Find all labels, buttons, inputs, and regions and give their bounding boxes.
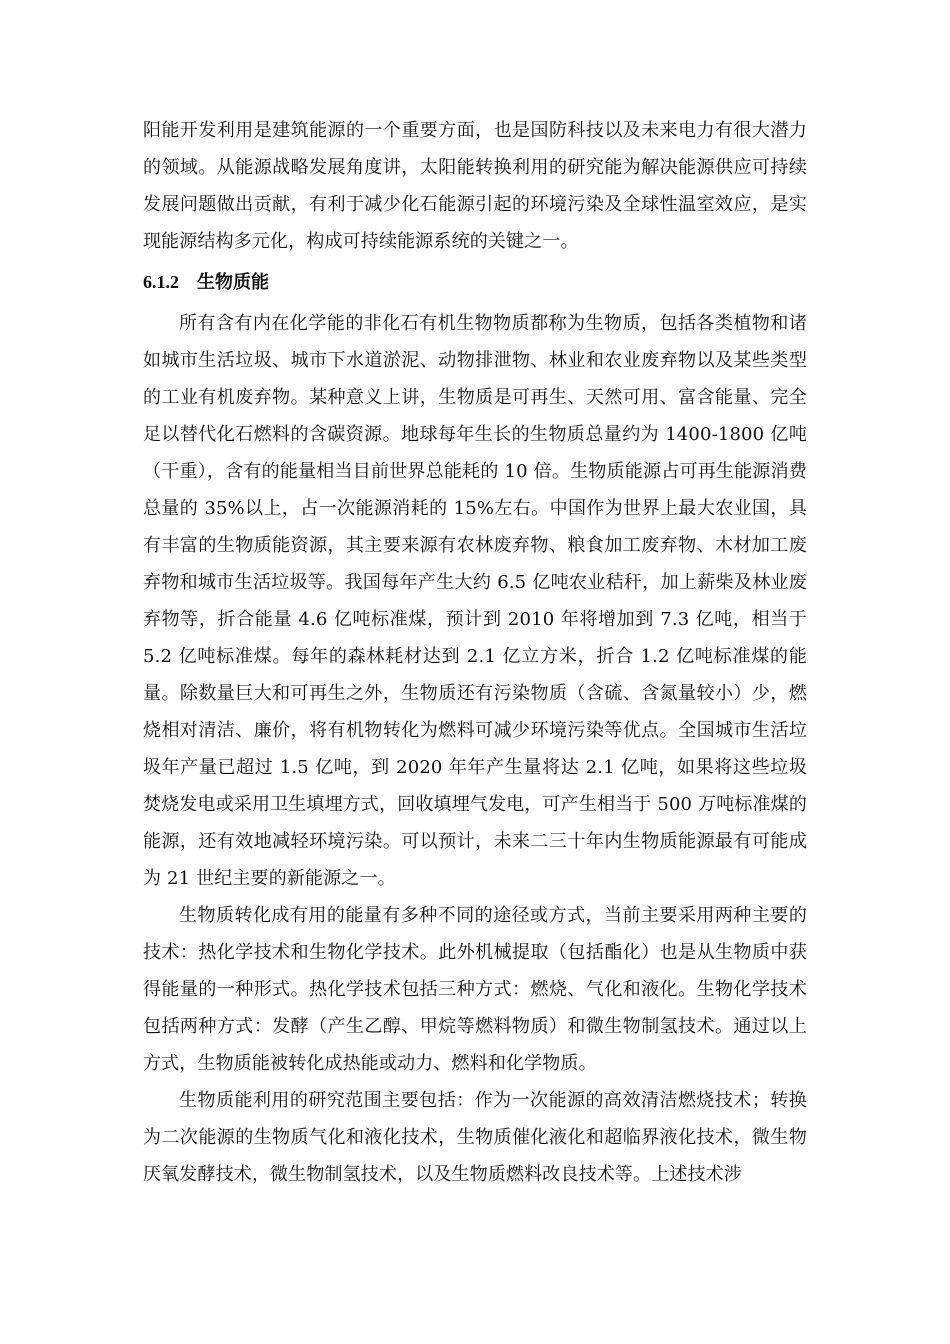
body-paragraph-1: 所有含有内在化学能的非化石有机生物物质都称为生物质，包括各类植物和诸如城市生活垃圾、城市下水道淤泥、动物排泄物、林业和农业废弃物以及某些类型的工业有机废弃物。某种意义上讲，生物质是可再生、天然可用、富含能量、完全足以替代化石燃料的含碳资源。地球每年生长的生物质总量约为 1400-1800 亿吨（干重），含有的能量相当目前世界总能耗的 10 倍。生物质能源占可再生能源消费总量的 35%以上，占一次能源消耗的 15%左右。中国作为世界上最大农业国，具有丰富的生物质能资源，其主要来源有农林废弃物、粮食加工废弃物、木材加工废弃物和城市生活垃圾等。我国每年产生大约 6.5 亿吨农业秸秆，加上薪柴及林业废弃物等，折合能量 4.6 亿吨标准煤，预计到 2010 年将增加到 7.3 亿吨，相当于 5.2 亿吨标准煤。每年的森林耗材达到 2.1 亿立方米，折合 1.2 亿吨标准煤的能量。除数量巨大和可再生之外，生物质还有污染物质（含硫、含氮量较小）少，燃烧相对清洁、廉价，将有机物转化为燃料可减少环境污染等优点。全国城市生活垃圾年产量已超过 1.5 亿吨，到 2020 年年产生量将达 2.1 亿吨，如果将这些垃圾焚烧发电或采用卫生填埋方式，回收填埋气发电，可产生相当于 500 万吨标准煤的能源，还有效地减轻环境污染。可以预计，未来二三十年内生物质能源最有可能成为 21 世纪主要的新能源之一。 (143, 313, 807, 889)
continuation-paragraph: 阳能开发利用是建筑能源的一个重要方面，也是国防科技以及未来电力有很大潜力的领域。从能源战略发展角度讲，太阳能转换利用的研究能为解决能源供应可持续发展问题做出贡献，有利于减少化石能源引起的环境污染及全球性温室效应，是实现能源结构多元化，构成可持续能源系统的关键之一。 (143, 120, 807, 252)
section-heading (143, 264, 807, 301)
document-page (143, 112, 807, 1193)
section-title: 生物质能 (197, 272, 269, 293)
body-paragraph-3: 生物质能利用的研究范围主要包括：作为一次能源的高效清洁燃烧技术；转换为二次能源的生物质气化和液化技术，生物质催化液化和超临界液化技术，微生物厌氧发酵技术，微生物制氢技术，以及生物质燃料改良技术等。上述技术涉 (143, 1090, 807, 1185)
section-number: 6.1.2 (143, 272, 179, 292)
body-paragraph-2: 生物质转化成有用的能量有多种不同的途径或方式，当前主要采用两种主要的技术：热化学技术和生物化学技术。此外机械提取（包括酯化）也是从生物质中获得能量的一种形式。热化学技术包括三种方式：燃烧、气化和液化。生物化学技术包括两种方式：发酵（产生乙醇、甲烷等燃料物质）和微生物制氢技术。通过以上方式，生物质能被转化成热能或动力、燃料和化学物质。 (143, 905, 807, 1074)
